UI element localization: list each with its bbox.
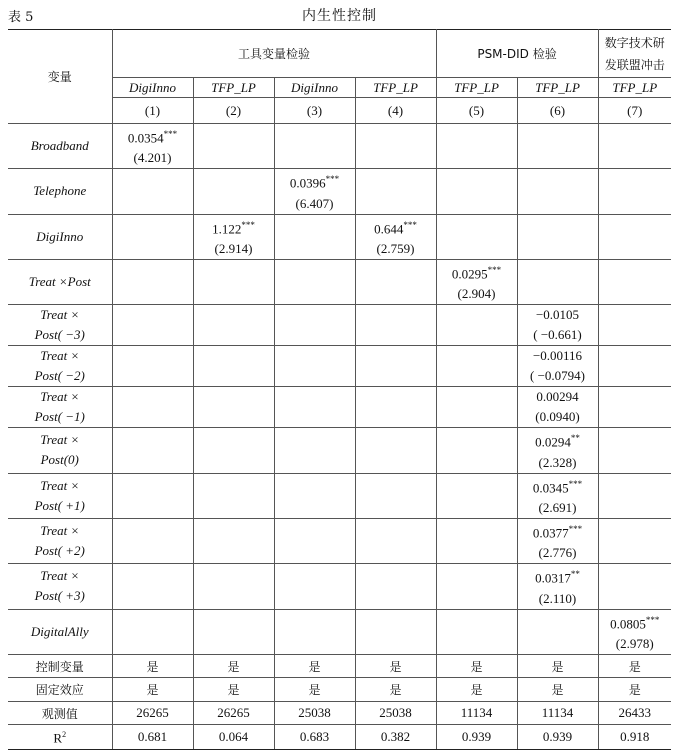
coefficient-cell: [436, 564, 517, 609]
variable-label: [8, 387, 112, 428]
column-number: (1): [112, 98, 193, 124]
table-row: [8, 214, 671, 259]
significance-stars: ***: [487, 264, 502, 275]
coefficient-cell: [274, 609, 355, 654]
summary-row: [8, 654, 671, 678]
coefficient-cell: [112, 473, 193, 518]
coefficient-value: 0.0377: [532, 525, 569, 541]
coefficient-cell: [598, 214, 671, 259]
coefficient-cell: [193, 259, 274, 304]
table-row: [8, 428, 671, 473]
summary-value: 26265: [112, 701, 193, 725]
coefficient-value: 0.0317: [535, 570, 571, 586]
coefficient: [518, 474, 598, 498]
coefficient: [437, 260, 517, 284]
table-title: 内生性控制: [302, 8, 377, 24]
depvar-header: TFP_LP: [517, 78, 598, 98]
coefficient-cell: [355, 169, 436, 214]
variable-name: Treat ×: [40, 348, 80, 364]
variable-label: [8, 259, 112, 304]
coefficient-cell: [355, 518, 436, 563]
coefficient-cell: [436, 518, 517, 563]
coefficient-cell: [355, 214, 436, 259]
coefficient-cell: [598, 564, 671, 609]
coefficient-cell: [436, 609, 517, 654]
table-row: [8, 473, 671, 518]
column-number: (4): [355, 98, 436, 124]
coefficient-cell: [517, 428, 598, 473]
summary-value: 26265: [193, 701, 274, 725]
variable-name: Treat ×: [40, 477, 80, 493]
summary-label-text: R: [53, 730, 63, 746]
coefficient-cell: [355, 124, 436, 169]
coefficient-cell: [436, 428, 517, 473]
summary-value: 是: [112, 678, 193, 702]
t-statistic: (2.759): [376, 240, 415, 256]
depvar-header: TFP_LP: [355, 78, 436, 98]
summary-value: 11134: [517, 701, 598, 725]
coefficient-cell: [274, 346, 355, 387]
coefficient-value: 0.0295: [451, 266, 488, 282]
coefficient-cell: [193, 609, 274, 654]
summary-value: 0.939: [436, 725, 517, 749]
table-row: [8, 259, 671, 304]
coefficient-cell: [193, 473, 274, 518]
depvar-header: TFP_LP: [436, 78, 517, 98]
variable-name: Treat ×: [40, 432, 80, 448]
coefficient-cell: [598, 428, 671, 473]
coefficient-cell: [112, 428, 193, 473]
coefficient-cell: [193, 305, 274, 346]
summary-row: [8, 678, 671, 702]
t-statistic: ( −0.0794): [530, 368, 586, 384]
summary-value: 26433: [598, 701, 671, 725]
variable-label: [8, 428, 112, 473]
variable-name: Broadband: [30, 138, 89, 154]
significance-stars: ***: [241, 219, 255, 230]
coefficient-cell: [112, 609, 193, 654]
variable-label: [8, 518, 112, 563]
variable-label: [8, 346, 112, 387]
coefficient-cell: [274, 473, 355, 518]
coefficient-cell: [274, 169, 355, 214]
coefficient-cell: [274, 305, 355, 346]
coefficient: [518, 346, 598, 366]
coefficient-cell: [436, 169, 517, 214]
coefficient: [518, 305, 598, 325]
summary-value: 是: [355, 678, 436, 702]
coefficient-cell: [193, 564, 274, 609]
table-row: [8, 169, 671, 214]
coefficient-value: 0.0294: [535, 434, 571, 450]
coefficient-cell: [517, 564, 598, 609]
summary-value: 0.681: [112, 725, 193, 749]
coefficient-cell: [517, 305, 598, 346]
coefficient-cell: [274, 518, 355, 563]
coefficient-cell: [517, 473, 598, 518]
coefficient-cell: [355, 609, 436, 654]
variable-label: [8, 169, 112, 214]
variable-name: Treat ×: [40, 568, 80, 584]
variable-name: Telephone: [33, 183, 87, 199]
summary-label: [8, 678, 112, 702]
coefficient-value: 1.122: [212, 220, 242, 236]
summary-value: 0.939: [517, 725, 598, 749]
coefficient-value: 0.644: [374, 220, 404, 236]
significance-stars: ***: [645, 614, 660, 625]
coefficient-cell: [274, 428, 355, 473]
significance-stars: **: [570, 569, 580, 580]
variable-name-line2: Post( +1): [34, 497, 85, 513]
coefficient-cell: [517, 346, 598, 387]
summary-label-superscript: 2: [62, 730, 67, 740]
coefficient-cell: [274, 214, 355, 259]
t-statistic: (2.904): [457, 286, 496, 302]
coefficient-cell: [436, 259, 517, 304]
coefficient-cell: [517, 259, 598, 304]
variable-label: [8, 124, 112, 169]
coefficient-cell: [193, 387, 274, 428]
depvar-header: DigiInno: [112, 78, 193, 98]
variable-name-line2: Post( +2): [34, 543, 85, 559]
coefficient: [518, 564, 598, 588]
coefficient-value: −0.0105: [535, 307, 580, 323]
variable-label: [8, 473, 112, 518]
significance-stars: ***: [568, 523, 583, 534]
group-header-psm-did: PSM-DID 检验: [436, 30, 598, 78]
coefficient-cell: [436, 387, 517, 428]
t-statistic: (0.0940): [535, 409, 580, 425]
summary-value: 0.918: [598, 725, 671, 749]
variable-label: [8, 214, 112, 259]
coefficient-cell: [193, 124, 274, 169]
coefficient-cell: [355, 428, 436, 473]
summary-value: 是: [274, 678, 355, 702]
coefficient-cell: [274, 124, 355, 169]
coefficient: [518, 387, 598, 407]
coefficient-cell: [355, 346, 436, 387]
coefficient-value: 0.0805: [610, 615, 646, 631]
table-row: [8, 346, 671, 387]
table-row: [8, 564, 671, 609]
variable-name-line2: Post( −2): [34, 368, 85, 384]
variable-name: Treat ×: [40, 307, 80, 323]
significance-stars: ***: [568, 478, 583, 489]
summary-value: 是: [193, 654, 274, 678]
variable-name: Treat ×Post: [28, 274, 91, 290]
coefficient-cell: [436, 473, 517, 518]
coefficient: [356, 215, 436, 239]
t-statistic: (2.110): [538, 590, 577, 606]
coefficient-cell: [598, 305, 671, 346]
coefficient-cell: [436, 305, 517, 346]
summary-label: [8, 701, 112, 725]
depvar-header: DigiInno: [274, 78, 355, 98]
summary-row: [8, 725, 671, 749]
summary-value: 25038: [274, 701, 355, 725]
coefficient-cell: [598, 387, 671, 428]
summary-value: 是: [112, 654, 193, 678]
summary-label-text: 观测值: [41, 706, 78, 721]
coefficient-cell: [598, 609, 671, 654]
summary-label-text: 控制变量: [35, 659, 84, 674]
depvar-header: TFP_LP: [598, 78, 671, 98]
coefficient-cell: [112, 564, 193, 609]
coefficient-cell: [112, 387, 193, 428]
summary-value: 0.683: [274, 725, 355, 749]
column-number: (7): [598, 98, 671, 124]
depvar-header: TFP_LP: [193, 78, 274, 98]
coefficient-cell: [274, 259, 355, 304]
coefficient-cell: [193, 428, 274, 473]
results-table: [8, 29, 671, 750]
variable-name: DigiInno: [36, 228, 84, 244]
t-statistic: (2.978): [615, 635, 654, 651]
summary-value: 0.382: [355, 725, 436, 749]
summary-value: 是: [436, 654, 517, 678]
group-header-alliance: 数字技术研发联盟冲击: [598, 30, 671, 78]
table-row: [8, 609, 671, 654]
coefficient-cell: [517, 518, 598, 563]
table-row: [8, 305, 671, 346]
variable-name: Treat ×: [40, 523, 80, 539]
table-row: [8, 518, 671, 563]
summary-value: 是: [355, 654, 436, 678]
t-statistic: (6.407): [295, 195, 334, 211]
variable-label: [8, 305, 112, 346]
summary-value: 是: [436, 678, 517, 702]
significance-stars: ***: [403, 219, 417, 230]
table-caption: [0, 0, 679, 28]
coefficient: [275, 169, 355, 193]
coefficient-cell: [274, 564, 355, 609]
coefficient-cell: [355, 387, 436, 428]
coefficient-cell: [355, 305, 436, 346]
t-statistic: (2.328): [538, 454, 577, 470]
coefficient-cell: [436, 346, 517, 387]
summary-value: 是: [598, 678, 671, 702]
coefficient-cell: [193, 518, 274, 563]
coefficient-cell: [598, 259, 671, 304]
column-number: (3): [274, 98, 355, 124]
coefficient-cell: [355, 259, 436, 304]
coefficient-cell: [517, 387, 598, 428]
coefficient-cell: [517, 609, 598, 654]
coefficient: [194, 215, 274, 239]
coefficient-cell: [112, 346, 193, 387]
summary-row: [8, 701, 671, 725]
coefficient: [518, 428, 598, 452]
coefficient-cell: [436, 124, 517, 169]
coefficient-cell: [112, 124, 193, 169]
coefficient-cell: [112, 169, 193, 214]
summary-value: 是: [517, 678, 598, 702]
table-label: 表 5: [8, 10, 34, 25]
coefficient-cell: [517, 214, 598, 259]
significance-stars: **: [570, 433, 580, 444]
coefficient-cell: [517, 124, 598, 169]
t-statistic: (2.914): [214, 240, 253, 256]
t-statistic: (2.776): [538, 545, 577, 561]
summary-value: 是: [517, 654, 598, 678]
coefficient-cell: [598, 518, 671, 563]
column-number: (5): [436, 98, 517, 124]
coefficient-cell: [598, 346, 671, 387]
coefficient-cell: [193, 214, 274, 259]
summary-value: 25038: [355, 701, 436, 725]
variable-name-line2: Post(0): [40, 452, 79, 468]
column-number: (2): [193, 98, 274, 124]
coefficient-cell: [436, 214, 517, 259]
coefficient-cell: [598, 124, 671, 169]
coefficient: [113, 124, 193, 148]
variable-name-line2: Post( −3): [34, 327, 85, 343]
variable-name-line2: Post( −1): [34, 409, 85, 425]
coefficient-cell: [112, 259, 193, 304]
variable-label: [8, 609, 112, 654]
coefficient-cell: [355, 564, 436, 609]
significance-stars: ***: [163, 129, 178, 139]
variable-column-header: 变量: [8, 30, 112, 124]
coefficient-cell: [517, 169, 598, 214]
variable-name-line2: Post( +3): [34, 588, 85, 604]
column-number: (6): [517, 98, 598, 124]
table-row: [8, 124, 671, 169]
variable-name: DigitalAlly: [30, 623, 89, 639]
coefficient-cell: [112, 305, 193, 346]
summary-value: 11134: [436, 701, 517, 725]
significance-stars: ***: [325, 174, 340, 185]
summary-label: [8, 654, 112, 678]
coefficient: [518, 519, 598, 543]
table-row: [8, 387, 671, 428]
t-statistic: (4.201): [133, 150, 172, 166]
coefficient-value: 0.0396: [289, 175, 326, 191]
summary-value: 是: [274, 654, 355, 678]
summary-value: 是: [598, 654, 671, 678]
variable-label: [8, 564, 112, 609]
coefficient-cell: [274, 387, 355, 428]
coefficient-cell: [112, 518, 193, 563]
variable-name: Treat ×: [40, 389, 80, 405]
coefficient-cell: [112, 214, 193, 259]
summary-label: [8, 725, 112, 749]
coefficient-cell: [193, 169, 274, 214]
summary-label-text: 固定效应: [35, 683, 84, 698]
coefficient-cell: [598, 473, 671, 518]
coefficient: [599, 610, 672, 634]
coefficient-value: −0.00116: [532, 348, 583, 364]
group-header-iv: 工具变量检验: [112, 30, 436, 78]
coefficient-value: 0.0345: [532, 479, 569, 495]
summary-value: 0.064: [193, 725, 274, 749]
coefficient-value: 0.00294: [536, 389, 579, 405]
t-statistic: ( −0.661): [533, 327, 582, 343]
coefficient-cell: [598, 169, 671, 214]
coefficient-cell: [193, 346, 274, 387]
coefficient-value: 0.0354: [127, 130, 164, 146]
t-statistic: (2.691): [538, 499, 577, 515]
summary-value: 是: [193, 678, 274, 702]
coefficient-cell: [355, 473, 436, 518]
